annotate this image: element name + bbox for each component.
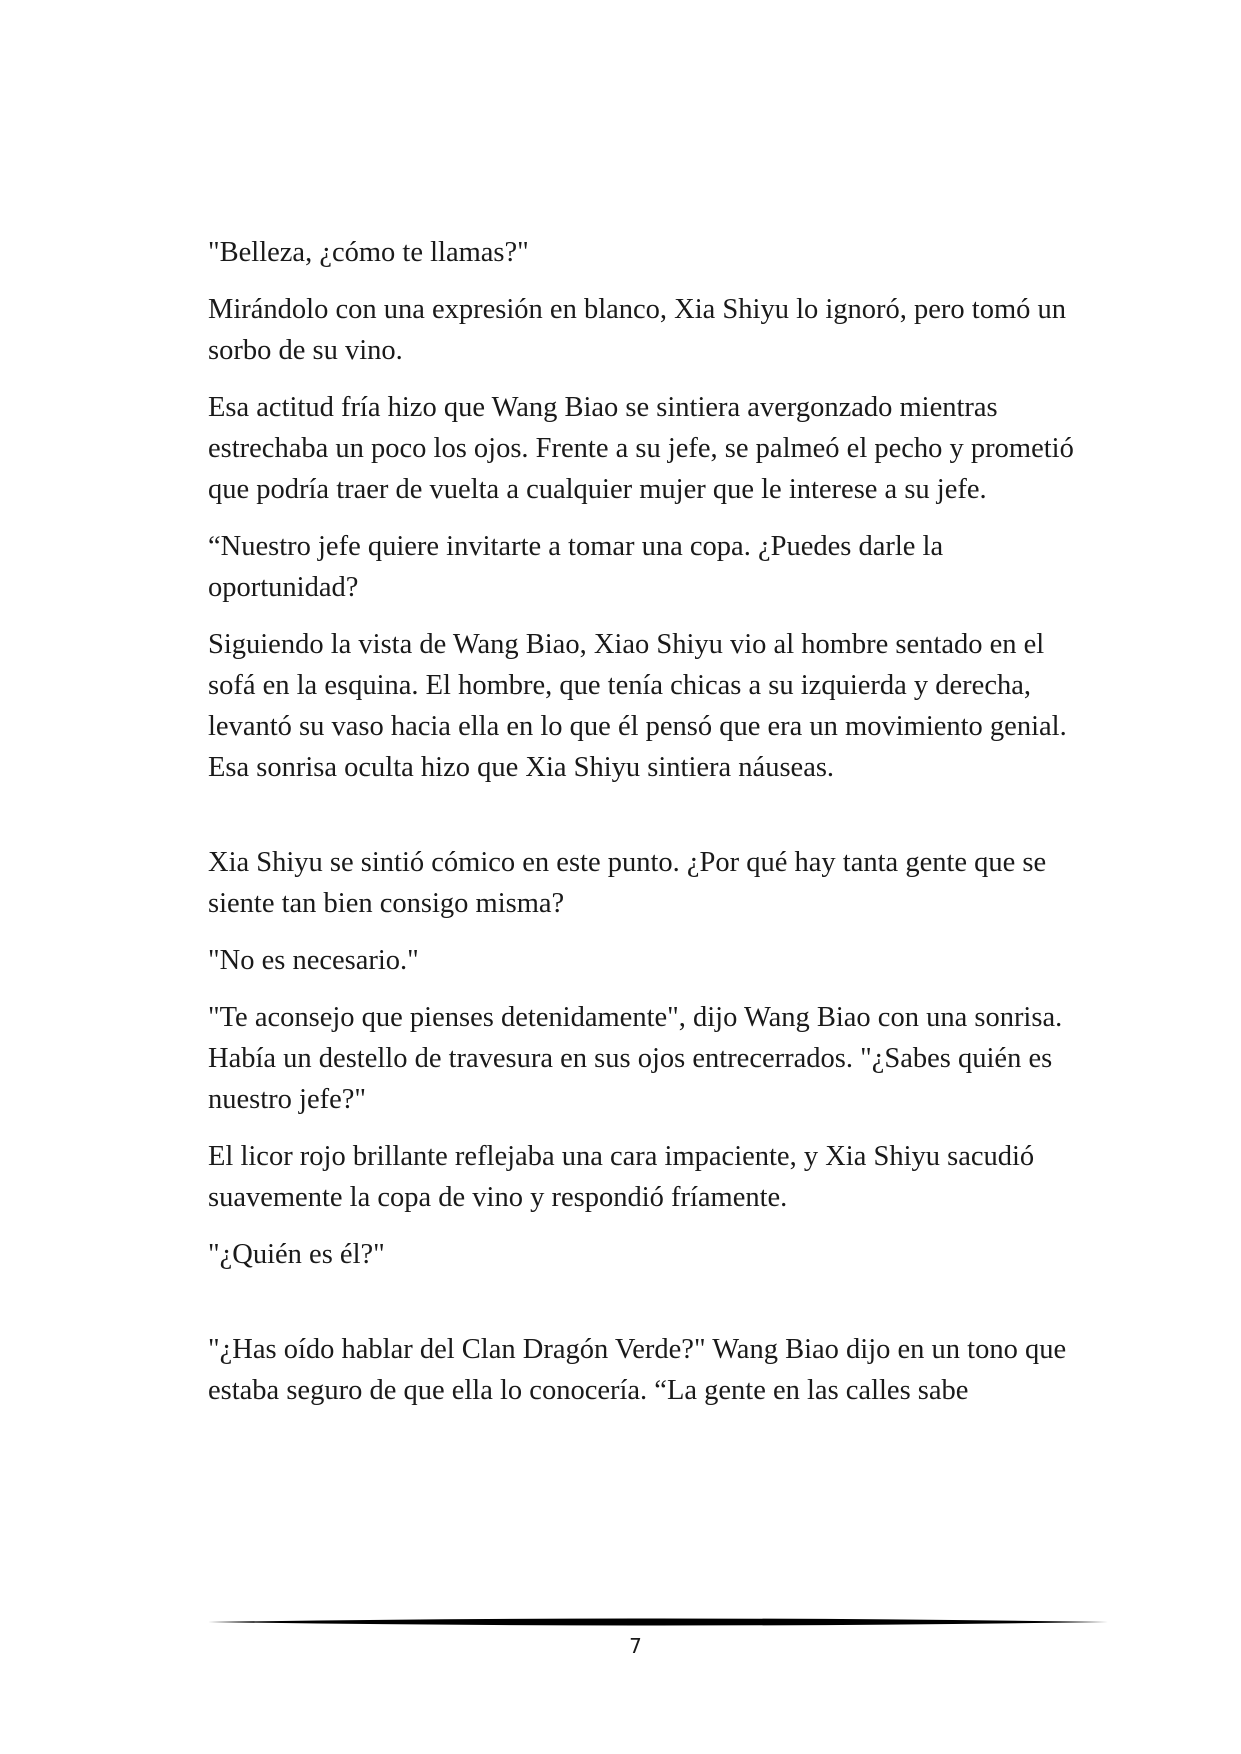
page-number: 7: [629, 1634, 642, 1658]
paragraph: Siguiendo la vista de Wang Biao, Xiao Shiyu vio al hombre sentado en el sofá en la esquina. El hombre, que tenía chicas a su izquierda y derecha, levantó su vaso hacia ella en lo que él pensó que era un movimiento genial. Esa sonrisa oculta hizo que Xia Shiyu sintiera náuseas.: [208, 629, 1067, 783]
footer-divider: [208, 1614, 1108, 1630]
paragraph: Mirándolo con una expresión en blanco, Xia Shiyu lo ignoró, pero tomó un sorbo de su vino.: [208, 294, 1067, 366]
paragraph: "¿Has oído hablar del Clan Dragón Verde?" Wang Biao dijo en un tono que estaba seguro de que ella lo conocería. “La gente en las calles sabe: [208, 1334, 1067, 1406]
paragraph: "Te aconsejo que pienses detenidamente", dijo Wang Biao con una sonrisa. Había un destello de travesura en sus ojos entrecerrados. "¿Sabes quién es nuestro jefe?": [208, 1002, 1063, 1115]
paragraph: “Nuestro jefe quiere invitarte a tomar una copa. ¿Puedes darle la oportunidad?: [208, 531, 944, 603]
paragraph: El licor rojo brillante reflejaba una cara impaciente, y Xia Shiyu sacudió suavemente la copa de vino y respondió fríamente.: [208, 1141, 1035, 1213]
paragraph: "No es necesario.": [208, 945, 419, 976]
paragraph: Xia Shiyu se sintió cómico en este punto. ¿Por qué hay tanta gente que se siente tan bien consigo misma?: [208, 847, 1047, 919]
paragraph: "Belleza, ¿cómo te llamas?": [208, 237, 529, 268]
paragraph: "¿Quién es él?": [208, 1239, 385, 1270]
paragraph: Esa actitud fría hizo que Wang Biao se sintiera avergonzado mientras estrechaba un poco los ojos. Frente a su jefe, se palmeó el pecho y prometió que podría traer de vuelta a cualquier mujer que le interese a su jefe.: [208, 392, 1074, 505]
body-text: [208, 232, 1078, 1427]
